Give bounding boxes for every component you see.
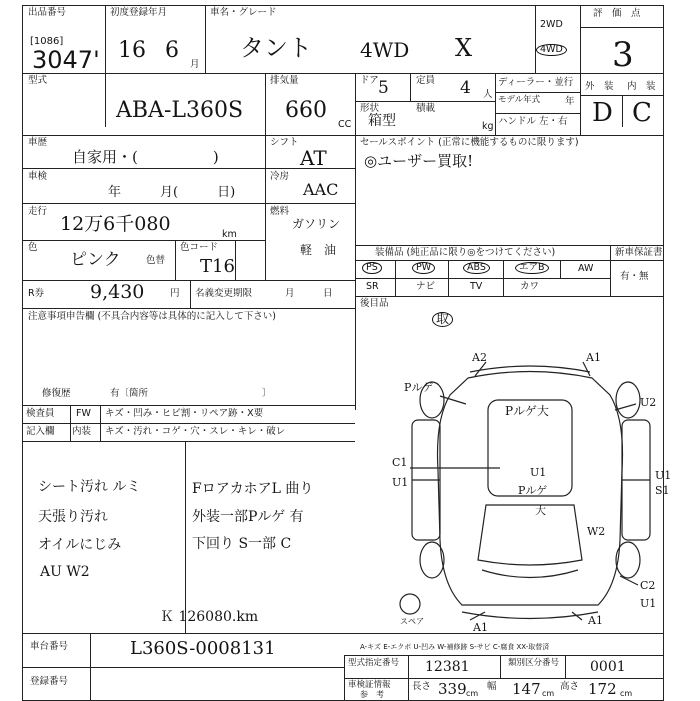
exterior-label: 外 装 — [585, 81, 614, 92]
diag-w2: W2 — [587, 525, 606, 538]
model-name: タント — [240, 34, 312, 62]
inspector-label-2: 記入欄 — [26, 426, 55, 437]
inspector-row2-tag: 内装 — [72, 426, 92, 437]
inspector-note-left-4: AU W2 — [40, 564, 90, 580]
inspector-note-left-2: 天張り汚れ — [38, 509, 108, 525]
displacement-label: 排気量 — [270, 75, 299, 86]
width-value: 147 — [512, 680, 541, 698]
dealer-label: ディーラー・並行 — [498, 77, 574, 88]
color-code-label: 色コード — [180, 242, 219, 253]
inspection-label: 車検 — [28, 171, 48, 182]
year-unit: 年 — [565, 96, 575, 107]
model-grade: X — [455, 34, 473, 62]
color-value: ピンク — [70, 250, 121, 270]
height-unit: cm — [620, 689, 633, 698]
mileage-value: 12万6千080 — [60, 213, 171, 235]
interior-label: 内 装 — [627, 81, 656, 92]
equip-airbag: エアB — [515, 262, 549, 274]
diag-u1-bottom: U1 — [640, 597, 657, 610]
equip-aw: AW — [578, 263, 594, 274]
inspector-note-right-2: 外装一部Pルゲ 有 — [192, 509, 304, 525]
color-code-value: T16 — [200, 256, 235, 277]
diag-a1-bottom-left: A1 — [473, 621, 488, 634]
equip-tv: TV — [470, 281, 483, 292]
inspector-note-right-1: FロアカホアL 曲り — [192, 481, 314, 497]
equipment-label: 装備品 (純正品に限り◎をつけてください) — [375, 247, 556, 258]
first-reg-year: 16 — [118, 38, 146, 63]
score-value: 3 — [612, 35, 634, 75]
diag-u2: U2 — [640, 396, 657, 409]
capacity-label: 定員 — [416, 75, 436, 86]
shift-label: シフト — [270, 137, 299, 148]
km-unit: km — [222, 229, 237, 240]
diag-s1: S1 — [655, 484, 670, 497]
class-label: 類別区分番号 — [508, 658, 560, 668]
type-cert-value: 12381 — [425, 659, 470, 675]
height-value: 172 — [588, 680, 617, 698]
name-change-value: 月 日 — [285, 288, 333, 299]
equip-sr: SR — [366, 281, 379, 292]
diag-a2: A2 — [472, 351, 487, 364]
length-unit: cm — [466, 689, 479, 698]
diag-legend: A-キズ E-エクボ U-凹み W-補修跡 S-サビ C-腐食 XX-取替済 — [360, 643, 550, 651]
lot-number: 3047' — [32, 46, 100, 74]
displacement-value: 660 — [285, 98, 327, 123]
diag-u1-right: U1 — [655, 469, 672, 482]
interior-grade: C — [632, 98, 652, 128]
body-value: 箱型 — [368, 113, 396, 129]
inspection-value: 年 月( 日) — [108, 185, 236, 200]
shift-value: AT — [300, 146, 327, 170]
equip-leather: カワ — [520, 281, 540, 292]
name-change-label: 名義変更期限 — [195, 288, 253, 299]
drive-4wd-circled: 4WD — [536, 44, 567, 56]
ref-label: 参 考 — [360, 690, 384, 699]
exterior-grade: D — [592, 98, 613, 128]
color-change-label: 色替 — [146, 255, 166, 266]
fuel-gas: ガソリン — [292, 217, 341, 231]
mileage-label: 走行 — [28, 206, 48, 217]
sales-point-text: ◎ユーザー買取! — [364, 152, 474, 170]
diag-u1-left: U1 — [392, 476, 409, 489]
diag-pluge-large: Pルゲ大 — [505, 404, 549, 418]
reg-label: 登録番号 — [30, 676, 69, 687]
handle-label: ハンドル 左・右 — [498, 116, 568, 127]
first-reg-label: 初度登録年月 — [110, 7, 168, 18]
model-year-label: モデル年式 — [498, 95, 541, 105]
inspector-note-right-3: 下回り S一部 C — [192, 536, 292, 552]
type-cert-label: 型式指定番号 — [348, 658, 400, 668]
month-unit: 月 — [190, 59, 200, 70]
height-label: 高さ — [560, 681, 580, 692]
model-drive: 4WD — [360, 38, 410, 62]
reg-cert-label: 車検証情報 — [348, 680, 391, 690]
ac-value: AAC — [303, 180, 339, 199]
repair-value: 有〔箇所 〕 — [110, 388, 272, 399]
rear-seat-value: 取 — [432, 312, 453, 327]
length-value: 339 — [438, 680, 467, 698]
person-unit: 人 — [483, 89, 493, 100]
first-reg-month: 6 — [165, 38, 179, 63]
type-label: 型式 — [28, 75, 48, 86]
diag-u1-mid: U1 — [530, 466, 547, 479]
warranty-value: 有・無 — [620, 271, 649, 282]
diag-c2: C2 — [640, 579, 656, 592]
repair-label: 修復歴 — [42, 388, 71, 399]
capacity-value: 4 — [460, 78, 471, 98]
type-value: ABA-L360S — [116, 98, 244, 123]
equip-ps: PS — [362, 262, 382, 274]
diag-pluge-left: Pルゲ — [404, 381, 434, 394]
length-label: 長さ — [412, 681, 432, 692]
body-label: 形状 — [360, 103, 380, 114]
lot-code: [1086] — [30, 36, 64, 47]
model-label: 車名・グレード — [210, 7, 277, 18]
ac-label: 冷房 — [270, 171, 290, 182]
equip-abs: ABS — [463, 262, 490, 274]
history-label: 車歴 — [28, 137, 48, 148]
recycle-label: R券 — [28, 288, 45, 299]
fuel-light-oil: 軽 油 — [300, 243, 337, 257]
chassis-label: 車台番号 — [30, 641, 69, 652]
warranty-label: 新車保証書 — [615, 247, 663, 258]
lot-label: 出品番号 — [28, 7, 67, 18]
inspector-note-left-3: オイルにじみ — [38, 537, 122, 553]
class-value: 0001 — [590, 659, 626, 675]
drive-2wd: 2WD — [540, 19, 563, 30]
diag-a1-bottom-right: A1 — [588, 614, 603, 627]
notes-label: 注意事項申告欄 (不具合内容等は具体的に記入して下さい) — [28, 311, 276, 322]
inspector-label-1: 検査員 — [26, 408, 55, 419]
equip-navi: ナビ — [416, 281, 436, 292]
chassis-value: L360S-0008131 — [130, 638, 276, 659]
recycle-value: 9,430 — [90, 281, 145, 303]
cc-unit: CC — [338, 119, 352, 130]
score-label: 評 価 点 — [593, 8, 641, 19]
diag-pluge-mid: Pルゲ — [518, 484, 548, 497]
diag-large: 大 — [535, 504, 546, 517]
odometer-note: Ｋ 126080.km — [160, 609, 259, 625]
inspector-row1-tag: FW — [76, 408, 91, 419]
history-value: 自家用・( ) — [72, 148, 219, 166]
fuel-label: 燃料 — [270, 206, 290, 217]
color-label: 色 — [28, 242, 38, 253]
rear-seat-label: 後目品 — [360, 298, 389, 309]
sales-point-label: セールスポイント (正常に機能するものに限ります) — [360, 137, 579, 148]
doors-value: 5 — [378, 78, 389, 98]
doors-label: ドア — [360, 75, 379, 86]
yen-unit: 円 — [170, 288, 180, 299]
diag-c1: C1 — [392, 456, 408, 469]
equip-pw: PW — [412, 262, 435, 274]
width-unit: cm — [542, 689, 555, 698]
load-label: 積載 — [416, 103, 436, 114]
inspector-note-left-1: シート汚れ ルミ — [38, 479, 141, 495]
diag-spare-label: スペア — [400, 617, 424, 626]
kg-unit: kg — [482, 121, 494, 132]
diag-a1-top: A1 — [586, 351, 601, 364]
inspector-row2-text: キズ・汚れ・コゲ・穴・スレ・キレ・破レ — [105, 426, 286, 437]
inspector-row1-text: キズ・凹み・ヒビ割・リペア跡・X要 — [105, 408, 264, 419]
width-label: 幅 — [487, 681, 497, 692]
